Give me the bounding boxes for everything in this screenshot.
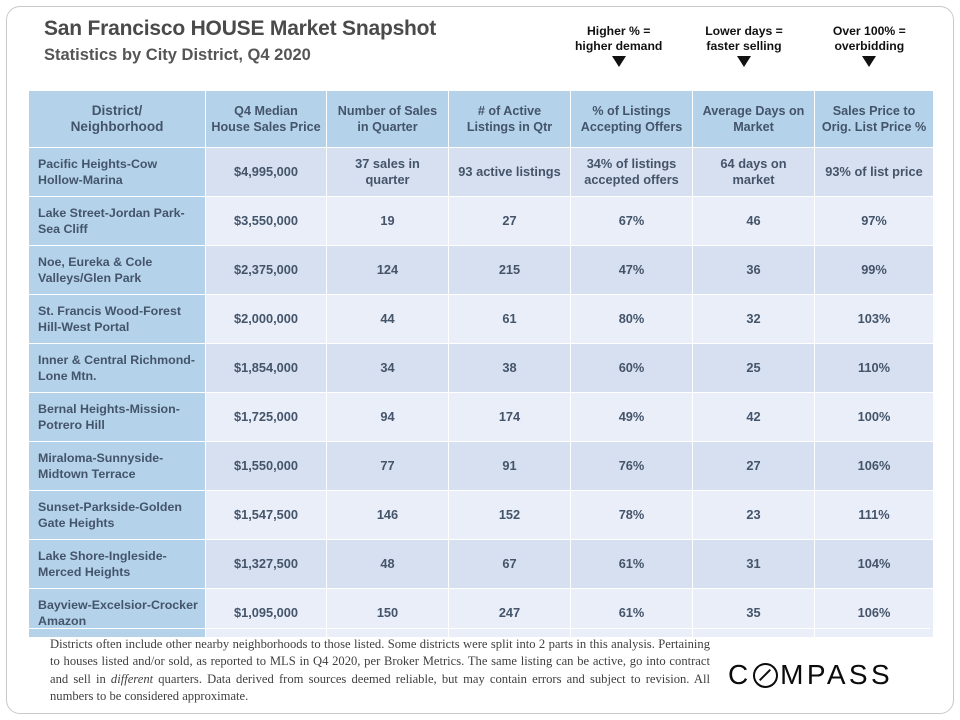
cell-district: Lake Shore-Ingleside-Merced Heights	[29, 540, 205, 588]
cell-avg-days: 46	[693, 197, 814, 245]
cell-sales-to-list: 103%	[815, 295, 933, 343]
cell-median-price: $1,547,500	[206, 491, 326, 539]
logo-letter-c: C	[728, 659, 752, 690]
cell-district: Inner & Central Richmond-Lone Mtn.	[29, 344, 205, 392]
cell-sales-to-list: 106%	[815, 589, 933, 637]
column-header-median-price-line1: Q4 Median	[234, 104, 298, 118]
cell-district: Sunset-Parkside-Golden Gate Heights	[29, 491, 205, 539]
callout-overbidding	[807, 24, 932, 84]
cell-median-price: $3,550,000	[206, 197, 326, 245]
table-row	[29, 540, 933, 588]
cell-active-listings: 61	[449, 295, 570, 343]
page-title: San Francisco HOUSE Market Snapshot	[44, 17, 437, 40]
cell-sales-in-quarter: 146	[327, 491, 448, 539]
callout-overbidding-line2: overbidding	[834, 39, 905, 53]
cell-median-price: $2,000,000	[206, 295, 326, 343]
cell-avg-days: 27	[693, 442, 814, 490]
callout-group	[556, 24, 932, 84]
cell-active-listings: 215	[449, 246, 570, 294]
footnote-emphasis: different	[110, 671, 154, 686]
cell-district: Pacific Heights-Cow Hollow-Marina	[29, 148, 205, 196]
logo-letters-mpass: MPASS	[780, 659, 894, 690]
cell-district: St. Francis Wood-Forest Hill-West Portal	[29, 295, 205, 343]
cell-pct-accepting: 47%	[571, 246, 692, 294]
cell-pct-accepting: 80%	[571, 295, 692, 343]
column-header-district-line1: District/	[91, 103, 143, 118]
callout-demand-line1: Higher % =	[587, 24, 651, 38]
column-header-district-line2: Neighborhood	[70, 119, 164, 134]
cell-active-listings: 27	[449, 197, 570, 245]
table-row	[29, 589, 933, 637]
cell-median-price: $1,327,500	[206, 540, 326, 588]
column-header-active-listings	[449, 91, 570, 147]
cell-district: Lake Street-Jordan Park-Sea Cliff	[29, 197, 205, 245]
cell-avg-days: 32	[693, 295, 814, 343]
cell-district: Bernal Heights-Mission-Potrero Hill	[29, 393, 205, 441]
cell-sales-to-list: 99%	[815, 246, 933, 294]
cell-active-listings: 38	[449, 344, 570, 392]
down-triangle-icon	[737, 56, 751, 67]
footnote-part1: Districts often include other nearby neighborhoods to those listed. Some districts were split into 2 parts in this analysis. Pertaining to houses listed and/or sold, as reported to MLS in Q4 2020, per Broker Metrics. The same listing can be active, go into contract and sell in	[50, 637, 710, 686]
column-header-district	[29, 91, 205, 147]
cell-sales-in-quarter: 77	[327, 442, 448, 490]
footnote-text	[50, 636, 710, 706]
callout-demand-line2: higher demand	[574, 39, 663, 53]
cell-active-listings: 247	[449, 589, 570, 637]
cell-sales-to-list: 110%	[815, 344, 933, 392]
cell-median-price: $4,995,000	[206, 148, 326, 196]
table-row	[29, 148, 933, 196]
cell-avg-days: 42	[693, 393, 814, 441]
footnote-divider	[28, 628, 930, 629]
cell-pct-accepting: 61%	[571, 589, 692, 637]
cell-sales-in-quarter: 48	[327, 540, 448, 588]
cell-pct-accepting: 34% of listings accepted offers	[571, 148, 692, 196]
column-header-avg-days-on-market-line2: Market	[733, 120, 774, 134]
cell-active-listings: 91	[449, 442, 570, 490]
callout-days-line1: Lower days =	[705, 24, 783, 38]
cell-sales-in-quarter: 124	[327, 246, 448, 294]
footnote-part2: quarters. Data derived from sources deemed reliable, but may contain errors and subject to revision. All numbers to be considered approximate.	[50, 671, 710, 704]
cell-pct-accepting: 78%	[571, 491, 692, 539]
cell-median-price: $1,095,000	[206, 589, 326, 637]
cell-pct-accepting: 76%	[571, 442, 692, 490]
cell-avg-days: 35	[693, 589, 814, 637]
cell-avg-days: 31	[693, 540, 814, 588]
cell-sales-in-quarter: 34	[327, 344, 448, 392]
page-subtitle: Statistics by City District, Q4 2020	[44, 46, 311, 64]
cell-sales-to-list: 100%	[815, 393, 933, 441]
cell-district: Miraloma-Sunnyside-Midtown Terrace	[29, 442, 205, 490]
cell-sales-in-quarter: 94	[327, 393, 448, 441]
compass-needle-icon	[753, 663, 778, 688]
cell-sales-in-quarter: 150	[327, 589, 448, 637]
column-header-pct-accepting-offers	[571, 91, 692, 147]
column-header-median-price	[206, 91, 326, 147]
cell-active-listings: 152	[449, 491, 570, 539]
callout-demand	[556, 24, 681, 84]
cell-sales-to-list: 106%	[815, 442, 933, 490]
column-header-active-listings-line2: Listings in Qtr	[466, 120, 553, 134]
column-header-pct-accepting-offers-line2: Accepting Offers	[580, 120, 683, 134]
table-row	[29, 197, 933, 245]
cell-district: Noe, Eureka & Cole Valleys/Glen Park	[29, 246, 205, 294]
cell-pct-accepting: 67%	[571, 197, 692, 245]
cell-sales-to-list: 93% of list price	[815, 148, 933, 196]
cell-pct-accepting: 60%	[571, 344, 692, 392]
cell-sales-to-list: 111%	[815, 491, 933, 539]
table-row	[29, 344, 933, 392]
table-header-row	[29, 91, 933, 147]
cell-active-listings: 93 active listings	[449, 148, 570, 196]
cell-median-price: $1,725,000	[206, 393, 326, 441]
cell-sales-to-list: 97%	[815, 197, 933, 245]
column-header-sales-to-list-pct-line2: Orig. List Price %	[821, 120, 927, 134]
down-triangle-icon	[862, 56, 876, 67]
down-triangle-icon	[612, 56, 626, 67]
column-header-pct-accepting-offers-line1: % of Listings	[592, 104, 671, 118]
callout-overbidding-line1: Over 100% =	[832, 24, 906, 38]
column-header-median-price-line2: House Sales Price	[211, 120, 321, 134]
table-row	[29, 442, 933, 490]
callout-days-line2: faster selling	[706, 39, 782, 53]
cell-median-price: $1,550,000	[206, 442, 326, 490]
cell-median-price: $2,375,000	[206, 246, 326, 294]
cell-median-price: $1,854,000	[206, 344, 326, 392]
cell-sales-in-quarter: 44	[327, 295, 448, 343]
column-header-number-of-sales-line2: in Quarter	[357, 120, 418, 134]
column-header-active-listings-line1: # of Active	[477, 104, 542, 118]
table-row	[29, 491, 933, 539]
cell-sales-in-quarter: 19	[327, 197, 448, 245]
cell-pct-accepting: 61%	[571, 540, 692, 588]
cell-avg-days: 36	[693, 246, 814, 294]
cell-active-listings: 67	[449, 540, 570, 588]
table-row	[29, 393, 933, 441]
cell-avg-days: 64 days on market	[693, 148, 814, 196]
cell-active-listings: 174	[449, 393, 570, 441]
table-row	[29, 246, 933, 294]
compass-logo	[728, 658, 893, 692]
column-header-sales-to-list-pct-line1: Sales Price to	[832, 104, 916, 118]
column-header-sales-to-list-pct	[815, 91, 933, 147]
cell-district: Bayview-Excelsior-Crocker Amazon	[29, 589, 205, 637]
cell-sales-in-quarter: 37 sales in quarter	[327, 148, 448, 196]
column-header-avg-days-on-market-line1: Average Days on	[702, 104, 805, 118]
market-statistics-table	[28, 90, 934, 638]
cell-sales-to-list: 104%	[815, 540, 933, 588]
cell-avg-days: 25	[693, 344, 814, 392]
header-block	[44, 16, 544, 66]
column-header-avg-days-on-market	[693, 91, 814, 147]
column-header-number-of-sales	[327, 91, 448, 147]
table-row	[29, 295, 933, 343]
callout-days	[681, 24, 806, 84]
cell-avg-days: 23	[693, 491, 814, 539]
column-header-number-of-sales-line1: Number of Sales	[337, 104, 438, 118]
cell-pct-accepting: 49%	[571, 393, 692, 441]
